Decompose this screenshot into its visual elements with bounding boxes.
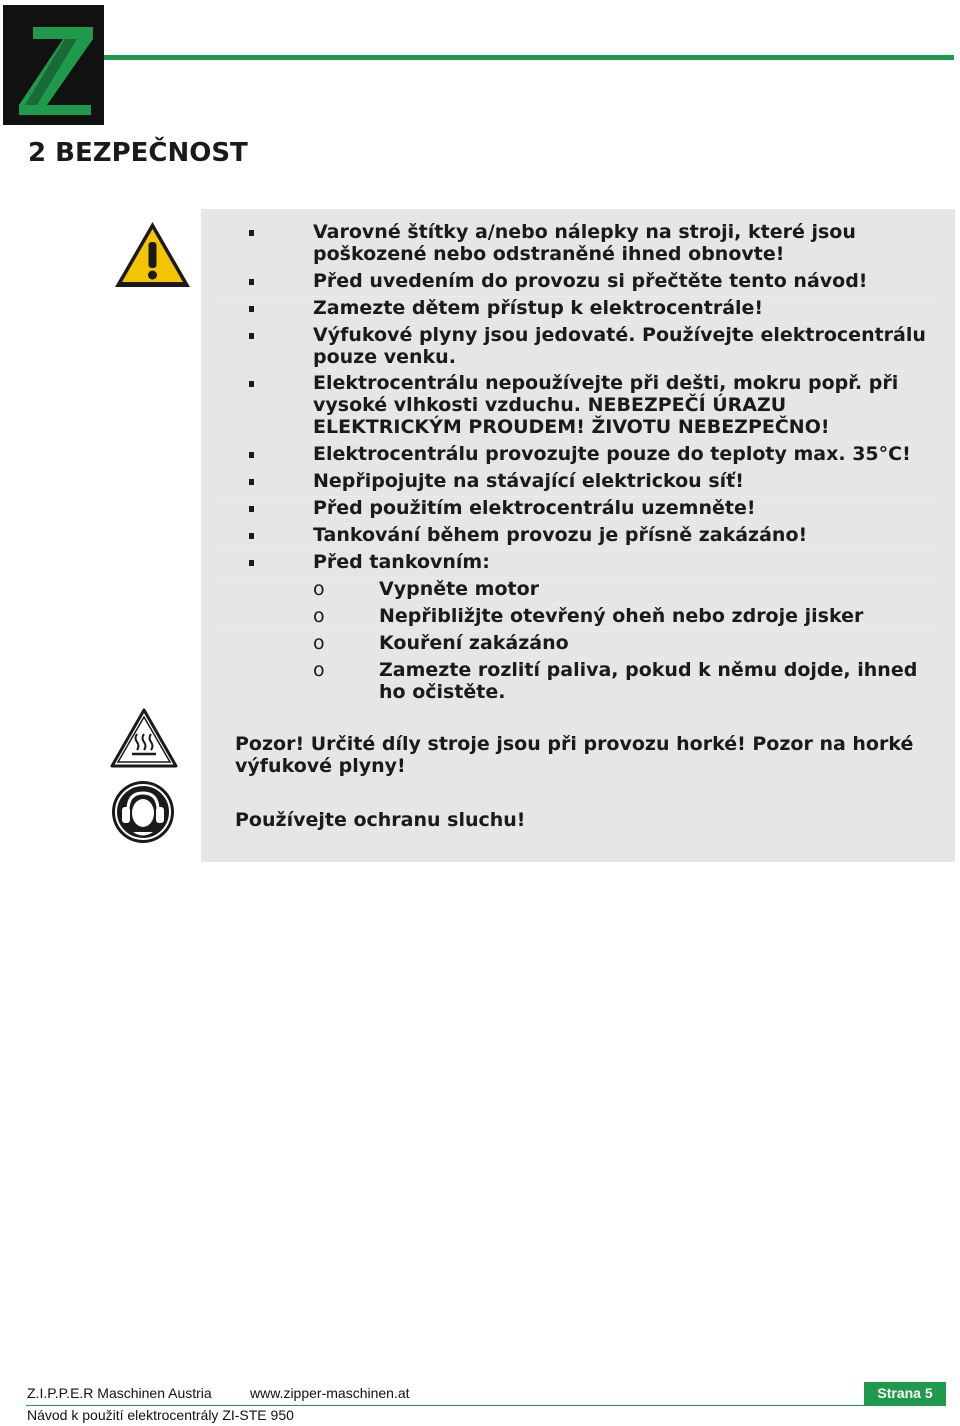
header-rule [104,55,954,60]
list-item [215,270,937,297]
safety-panel [201,209,955,862]
ear-protection-icon [111,780,175,844]
sub-marker: o [313,632,325,654]
list-item [215,497,937,524]
list-item [215,524,937,551]
sub-list-item [215,605,937,632]
list-item-text: Výfukové plyny jsou jedovaté. Používejte elektrocentrálu pouze venku. [313,324,926,368]
sub-marker: o [313,605,325,627]
bullet-marker [249,333,254,339]
footer-company: Z.I.P.P.E.R Maschinen Austria [27,1385,212,1401]
hot-surface-warning-icon [110,708,178,768]
sub-marker: o [313,578,325,600]
page-number-badge: Strana 5 [864,1382,946,1405]
bullet-marker [249,381,254,387]
list-item-text: Zamezte dětem přístup k elektrocentrále! [313,297,764,319]
list-item [215,221,937,270]
list-item-text: Před tankovním: [313,551,490,573]
list-item [215,297,937,324]
list-item [215,372,937,443]
list-item [215,551,937,578]
list-item-text: Před uvedením do provozu si přečtěte tento návod! [313,270,868,292]
list-item-text: Elektrocentrálu nepoužívejte při dešti, mokru popř. při vysoké vlhkosti vzduchu. NEBEZPEČÍ ÚRAZU ELEKTRICKÝM PROUDEM! ŽIVOTU NEBEZPEČNO! [313,372,899,438]
bullet-marker [249,279,254,285]
list-item [215,324,937,372]
bullet-marker [249,479,254,485]
sub-list-item [215,659,937,707]
footer-manual-title: Návod k použití elektrocentrály ZI-STE 950 [27,1407,294,1423]
list-item-text: Tankování během provozu je přísně zakázáno! [313,524,808,546]
footer-website: www.zipper-maschinen.at [250,1385,410,1401]
ear-protection-notice: Používejte ochranu sluchu! [235,809,526,831]
list-item-text: Nepřipojujte na stávající elektrickou síť! [313,470,744,492]
bullet-marker [249,452,254,458]
bullet-marker [249,306,254,312]
sub-list-item-text: Kouření zakázáno [379,632,569,654]
list-item [215,443,937,470]
list-item-text: Varovné štítky a/nebo nálepky na stroji, které jsou poškozené nebo odstraněné ihned obnovte! [313,221,856,265]
sub-list-item-text: Vypněte motor [379,578,540,600]
zipper-z-logo [3,5,104,125]
list-item-text: Před použitím elektrocentrálu uzemněte! [313,497,756,519]
list-item [215,470,937,497]
bullet-marker [249,533,254,539]
sub-list-item [215,632,937,659]
bullet-marker [249,506,254,512]
section-title: 2 BEZPEČNOST [28,138,248,168]
list-item-text: Elektrocentrálu provozujte pouze do teploty max. 35°C! [313,443,911,465]
sub-list-item-text: Nepřibližjte otevřený oheň nebo zdroje jisker [379,605,864,627]
sub-list-item [215,578,937,605]
general-warning-triangle-icon [113,220,192,290]
footer-rule [26,1405,946,1406]
sub-list-item-text: Zamezte rozlití paliva, pokud k němu dojde, ihned ho očistěte. [379,659,918,703]
hot-surface-notice: Pozor! Určité díly stroje jsou při provozu horké! Pozor na horké výfukové plyny! [235,733,914,777]
bullet-marker [249,560,254,566]
sub-marker: o [313,659,325,681]
bullet-marker [249,230,254,236]
